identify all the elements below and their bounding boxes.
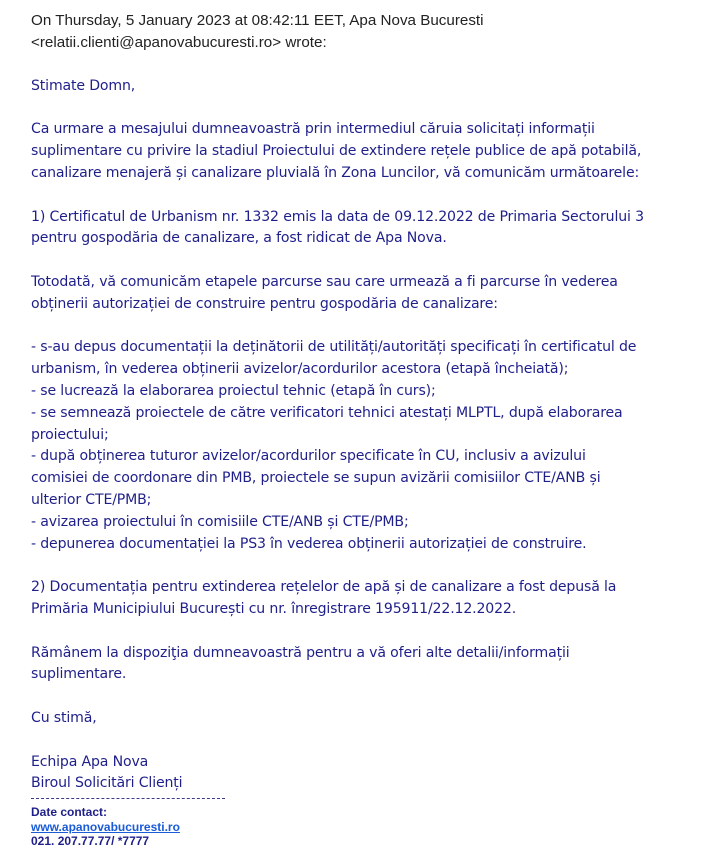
sign-off: Cu stimă, <box>31 709 97 726</box>
email-body <box>31 76 711 795</box>
list-item: - depunerea documentației la PS3 în vederea obținerii autorizației de construire. <box>31 535 587 552</box>
signature <box>31 752 711 796</box>
signature-team: Echipa Apa Nova <box>31 753 149 770</box>
point-1-paragraph: 1) Certificatul de Urbanism nr. 1332 emis la data de 09.12.2022 de Primaria Sectorului 3 pentru gospodăria de canalizare, a fost ridicat de Apa Nova. <box>31 208 644 247</box>
website-link[interactable]: www.apanovabucuresti.ro <box>31 819 180 834</box>
steps-intro-paragraph: Totodată, vă comunicăm etapele parcurse sau care urmează a fi parcurse în vederea obținerii autorizației de construire pentru gospodăria de canalizare: <box>31 273 618 312</box>
point-2-paragraph: 2) Documentația pentru extinderea rețelelor de apă și de canalizare a fost depusă la Primăria Municipiului București cu nr. înregistrare 195911/22.12.2022. <box>31 579 617 617</box>
list-item: comisiei de coordonare din PMB, proiectele se supun avizării comisiilor CTE/ANB și <box>31 470 601 487</box>
list-item: - se semnează proiectele de către verificatori tehnici atestați MLPTL, după elaborarea <box>31 404 623 421</box>
list-item: - după obținerea tuturor avizelor/acordurilor specificate în CU, inclusiv a avizului <box>31 448 586 465</box>
email-message <box>31 10 711 849</box>
list-item: ulterior CTE/PMB; <box>31 491 152 508</box>
quote-header-email-address: <relatii.clienti@apanovabucuresti.ro> wrote: <box>31 34 327 51</box>
greeting: Stimate Domn, <box>31 77 136 94</box>
signature-department: Biroul Solicitări Clienți <box>31 775 183 792</box>
contact-block <box>31 805 711 849</box>
quoted-message-header <box>31 10 711 54</box>
signature-divider <box>31 798 225 799</box>
closing-offer-paragraph: Rămânem la dispoziţia dumneavoastră pentru a vă oferi alte detalii/informații suplimentare. <box>31 644 570 683</box>
list-item: proiectului; <box>31 426 109 443</box>
list-item: - avizarea proiectului în comisiile CTE/ANB și CTE/PMB; <box>31 513 409 530</box>
steps-list <box>31 337 711 555</box>
list-item: urbanism, în vederea obținerii avizelor/acordurilor acestora (etapă încheiată); <box>31 361 569 378</box>
quote-header-date-sender: On Thursday, 5 January 2023 at 08:42:11 EET, Apa Nova Bucuresti <box>31 12 484 29</box>
contact-label: Date contact: <box>31 805 108 820</box>
contact-phone: 021. 207.77.77/ *7777 <box>31 834 150 849</box>
intro-paragraph: Ca urmare a mesajului dumneavoastră prin intermediul căruia solicitați informații suplimentare cu privire la stadiul Proiectului de extindere rețele publice de apă potabilă, canalizare menajeră și canalizare pluvială în Zona Luncilor, vă comunicăm următoarele: <box>31 121 642 181</box>
list-item: - s-au depus documentații la deținătorii de utilități/autorități specificați în certificatul de <box>31 339 637 356</box>
list-item: - se lucrează la elaborarea proiectul tehnic (etapă în curs); <box>31 382 436 399</box>
